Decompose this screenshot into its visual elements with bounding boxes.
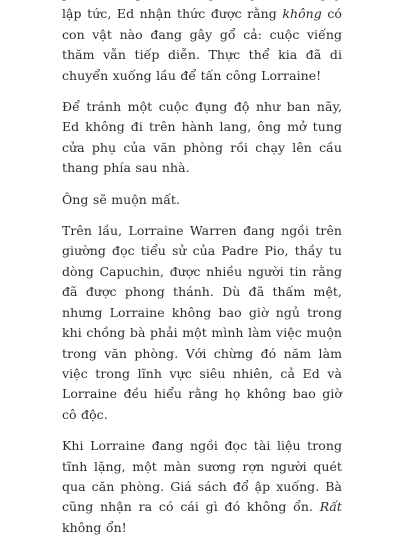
paragraph bbox=[62, 436, 342, 538]
italic-text-run: Rất bbox=[319, 499, 342, 515]
text-column bbox=[62, 0, 342, 549]
text-run: Khi Lorraine đang ngồi đọc tài liệu trong tĩnh lặng, một màn sương rợn người quét qua căn phòng. Giá sách đổ ập xuống. Bà cũng nhận ra có cái gì đó không ổn. bbox=[62, 438, 342, 515]
text-run: Trên lầu, Lorraine Warren đang ngồi trên giường đọc tiểu sử của Padre Pio, thầy tu dòng Capuchin, được nhiều người tin rằng đã được phong thánh. Dù đã thấm mệt, nhưng Lorraine không bao giờ ngủ trong khi chồng bà phải một mình làm việc muộn trong văn phòng. Với chừng đó năm làm việc trong lĩnh vực siêu nhiên, cả Ed và Lorraine đều hiểu rằng họ không bao giờ cô độc. bbox=[62, 223, 342, 422]
text-run: lập tức, Ed nhận thức được rằng bbox=[62, 6, 277, 22]
italic-text-run: không bbox=[282, 6, 322, 22]
text-run: có con vật nào đang gây gổ cả: cuộc viếng thăm vẫn tiếp diễn. Thực thể kia đã di chuyển xuống lầu để tấn công Lorraine! bbox=[62, 6, 342, 83]
text-run: Ông sẽ muộn mất. bbox=[62, 191, 181, 207]
text-run: không ổn! bbox=[62, 519, 127, 535]
paragraph bbox=[62, 190, 342, 210]
paragraph bbox=[62, 0, 342, 86]
paragraph bbox=[62, 221, 342, 425]
text-run: Để tránh một cuộc đụng độ như ban nãy, Ed không đi trên hành lang, ông mở tung cửa phụ của văn phòng rồi chạy lên cầu thang phía sau nhà. bbox=[62, 99, 342, 176]
paragraph bbox=[62, 97, 342, 179]
